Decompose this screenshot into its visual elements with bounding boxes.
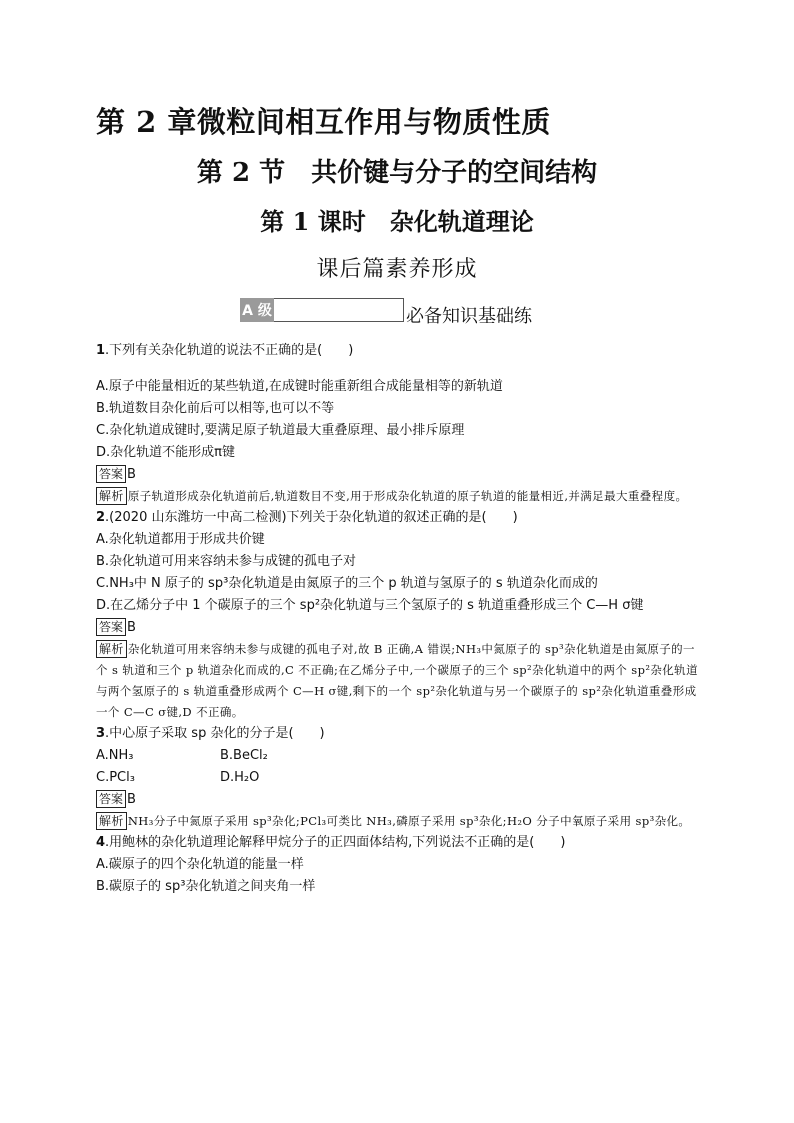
page-subtitle: 课后篇素养形成 <box>316 257 478 282</box>
question-number: 2 <box>96 510 106 525</box>
answer-value: B <box>127 467 136 482</box>
analysis-text: NH₃分子中氮原子采用 sp³杂化;PCl₃可类比 NH₃,磷原子采用 sp³杂化;H₂O 分子中氧原子采用 sp³杂化。 <box>127 814 691 828</box>
answer-space <box>96 362 706 376</box>
analysis-line <box>96 486 706 507</box>
option: C.NH₃中 N 原子的 sp³杂化轨道是由氮原子的三个 p 轨道与氢原子的 s 轨道杂化而成的 <box>96 576 598 591</box>
answer-value: B <box>127 792 136 807</box>
option: C.PCl₃ <box>96 770 135 785</box>
answer-line <box>96 789 706 811</box>
question-stem <box>96 832 706 854</box>
question-text: .下列有关杂化轨道的说法不正确的是( ) <box>105 343 354 358</box>
question-text: .(2020 山东潍坊一中高二检测)下列关于杂化轨道的叙述正确的是( ) <box>105 510 518 525</box>
answer-tag: 答案 <box>96 790 126 808</box>
question-text: .用鲍林的杂化轨道理论解释甲烷分子的正四面体结构,下列说法不正确的是( ) <box>105 835 566 850</box>
question-number: 1 <box>96 343 106 358</box>
option: D.杂化轨道不能形成π键 <box>96 445 235 460</box>
level-badge: A 级 <box>240 298 274 322</box>
option-row <box>96 767 706 789</box>
question-stem <box>96 507 706 529</box>
chapter-title: 第 2 章微粒间相互作用与物质性质 <box>96 105 551 139</box>
level-label: 必备知识基础练 <box>406 306 532 327</box>
question-text: .中心原子采取 sp 杂化的分子是( ) <box>105 726 325 741</box>
section-title-text: 第 2 节 共价键与分子的空间结构 <box>196 158 598 188</box>
option: C.杂化轨道成键时,要满足原子轨道最大重叠原理、最小排斥原理 <box>96 423 465 438</box>
question-number: 3 <box>96 726 106 741</box>
option: D.在乙烯分子中 1 个碳原子的三个 sp²杂化轨道与三个氢原子的 s 轨道重叠形成三个 C—H σ键 <box>96 598 644 613</box>
question-stem <box>96 340 706 362</box>
level-banner <box>240 296 532 327</box>
question-stem <box>96 723 706 745</box>
answer-value: B <box>127 620 136 635</box>
answer-line <box>96 617 706 639</box>
answer-tag: 答案 <box>96 618 126 636</box>
option: A.原子中能量相近的某些轨道,在成键时能重新组合成能量相等的新轨道 <box>96 379 503 394</box>
lesson-title: 第 1 课时 杂化轨道理论 <box>260 207 534 236</box>
option-row <box>96 745 706 767</box>
option: B.轨道数目杂化前后可以相等,也可以不等 <box>96 401 335 416</box>
analysis-line <box>96 811 706 832</box>
analysis-text: 原子轨道形成杂化轨道前后,轨道数目不变,用于形成杂化轨道的原子轨道的能量相近,并满足最大重叠程度。 <box>127 489 688 503</box>
analysis-line <box>96 639 706 723</box>
question-number: 4 <box>96 835 106 850</box>
level-score-box <box>274 298 404 322</box>
option: B.BeCl₂ <box>220 748 268 763</box>
option: B.碳原子的 sp³杂化轨道之间夹角一样 <box>96 879 316 894</box>
analysis-tag: 解析 <box>96 487 127 505</box>
analysis-tag: 解析 <box>96 640 127 658</box>
question-list <box>96 340 706 898</box>
option: D.H₂O <box>220 770 260 785</box>
answer-tag: 答案 <box>96 465 126 483</box>
answer-line <box>96 464 706 486</box>
option: A.杂化轨道都用于形成共价键 <box>96 532 265 547</box>
section-title <box>0 152 794 189</box>
option: B.杂化轨道可用来容纳未参与成键的孤电子对 <box>96 554 357 569</box>
analysis-tag: 解析 <box>96 812 127 830</box>
analysis-text: 杂化轨道可用来容纳未参与成键的孤电子对,故 B 正确,A 错误;NH₃中氮原子的 sp³杂化轨道是由氮原子的一个 s 轨道和三个 p 轨道杂化而成的,C 不正确;在乙烯分子中,一个碳原子的三个 sp²杂化轨道中的两个 sp²杂化轨道与两个氢原子的 s 轨道重叠形成两个 C—H σ键,剩下的一个 sp²杂化轨道与另一个碳原子的 sp²杂化轨道重叠形成一个 C—C σ键,D 不正确。 <box>96 642 698 719</box>
option: A.NH₃ <box>96 748 134 763</box>
option: A.碳原子的四个杂化轨道的能量一样 <box>96 857 304 872</box>
